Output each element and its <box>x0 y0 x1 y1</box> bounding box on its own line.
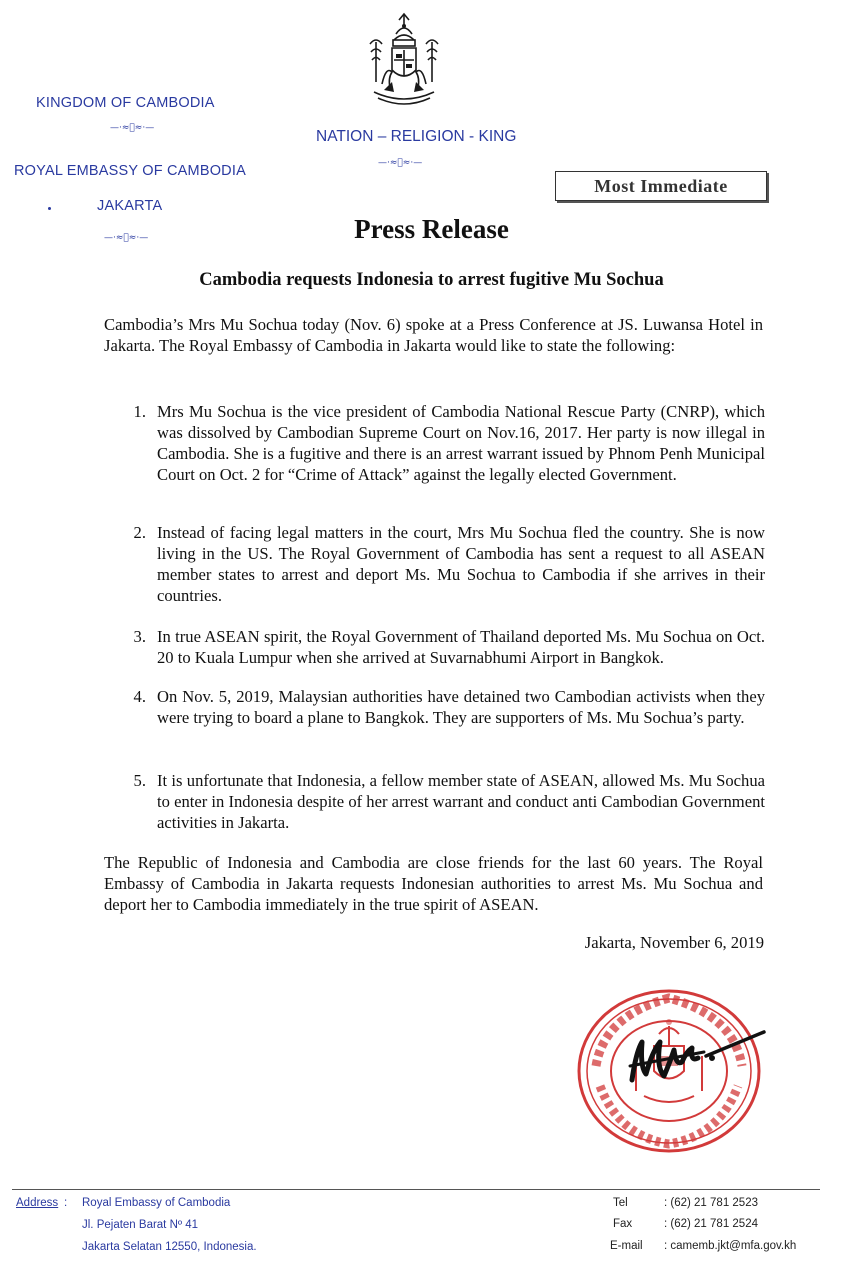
list-item-text: Mrs Mu Sochua is the vice president of Cambodia National Rescue Party (CNRP), which was dissolved by Cambodian Supreme Court on Nov.16, 2017. Her party is now illegal in Cambodia. She is a fugitive and there is an arrest warrant issued by Phnom Penh Municipal Court on Oct. 2 for “Crime of Attack” against the legally elected Government. <box>157 402 765 484</box>
priority-box: Most Immediate <box>555 171 767 201</box>
address-line-1: Royal Embassy of Cambodia <box>82 1197 231 1209</box>
fax-value: : (62) 21 781 2524 <box>664 1218 758 1230</box>
address-line-3: Jakarta Selatan 12550, Indonesia. <box>82 1241 257 1253</box>
list-item-number: 4. <box>133 687 146 706</box>
email-value: : camemb.jkt@mfa.gov.kh <box>664 1240 797 1252</box>
address-line-2: Jl. Pejaten Barat Nº 41 <box>82 1219 199 1231</box>
letterhead-city: JAKARTA <box>97 198 163 214</box>
ornament-divider: —·≈ঃ≈·— <box>110 123 155 133</box>
footer-divider <box>12 1189 820 1190</box>
list-item-text: It is unfortunate that Indonesia, a fellow member state of ASEAN, allowed Ms. Mu Sochua to enter in Indonesia despite of her arrest warrant and conduct anti Cambodian Government activities in Jakarta. <box>157 771 765 832</box>
list-item-text: On Nov. 5, 2019, Malaysian authorities have detained two Cambodian activists when they were trying to board a plane to Bangkok. They are supporters of Ms. Mu Sochua’s party. <box>157 687 765 727</box>
headline: Cambodia requests Indonesia to arrest fugitive Mu Sochua <box>199 270 664 290</box>
letterhead-embassy: ROYAL EMBASSY OF CAMBODIA <box>14 163 246 179</box>
address-label: Address <box>16 1197 59 1209</box>
document-type-title: Press Release <box>354 214 509 244</box>
letterhead-kingdom: KINGDOM OF CAMBODIA <box>36 95 215 111</box>
signature-icon <box>612 1022 772 1102</box>
list-item-number: 5. <box>133 771 146 790</box>
list-item-number: 3. <box>133 627 146 646</box>
ornament-divider: —·≈ঃ≈·— <box>104 233 149 243</box>
place-date: Jakarta, November 6, 2019 <box>584 933 764 952</box>
closing-paragraph: The Republic of Indonesia and Cambodia are close friends for the last 60 years. The Royal Embassy of Cambodia in Jakarta requests Indonesian authorities to arrest Ms. Mu Sochua and deport her to Cambodia immediately in the true spirit of ASEAN. <box>104 853 763 914</box>
address-colon: : <box>64 1197 68 1209</box>
tel-label: Tel <box>613 1197 628 1209</box>
royal-coat-of-arms-icon <box>366 12 442 112</box>
letterhead-dot <box>48 207 51 210</box>
intro-paragraph: Cambodia’s Mrs Mu Sochua today (Nov. 6) spoke at a Press Conference at JS. Luwansa Hotel in Jakarta. The Royal Embassy of Cambodia in Jakarta would like to state the following: <box>104 315 763 355</box>
list-item-number: 2. <box>133 523 146 542</box>
fax-label: Fax <box>613 1218 633 1230</box>
tel-value: : (62) 21 781 2523 <box>664 1197 758 1209</box>
national-motto: NATION – RELIGION - KING <box>316 128 517 145</box>
ornament-divider: —·≈ঃ≈·— <box>378 158 423 168</box>
list-item-number: 1. <box>133 402 146 421</box>
email-label: E-mail <box>610 1240 643 1252</box>
list-item-text: In true ASEAN spirit, the Royal Government of Thailand deported Ms. Mu Sochua on Oct. 20 to Kuala Lumpur when she arrived at Suvarnabhumi Airport in Bangkok. <box>157 627 765 667</box>
list-item-text: Instead of facing legal matters in the court, Mrs Mu Sochua fled the country. She is now living in the US. The Royal Government of Cambodia has sent a request to all ASEAN member states to arrest and deport Ms. Mu Sochua to Cambodia if she arrives in their countries. <box>157 523 765 605</box>
